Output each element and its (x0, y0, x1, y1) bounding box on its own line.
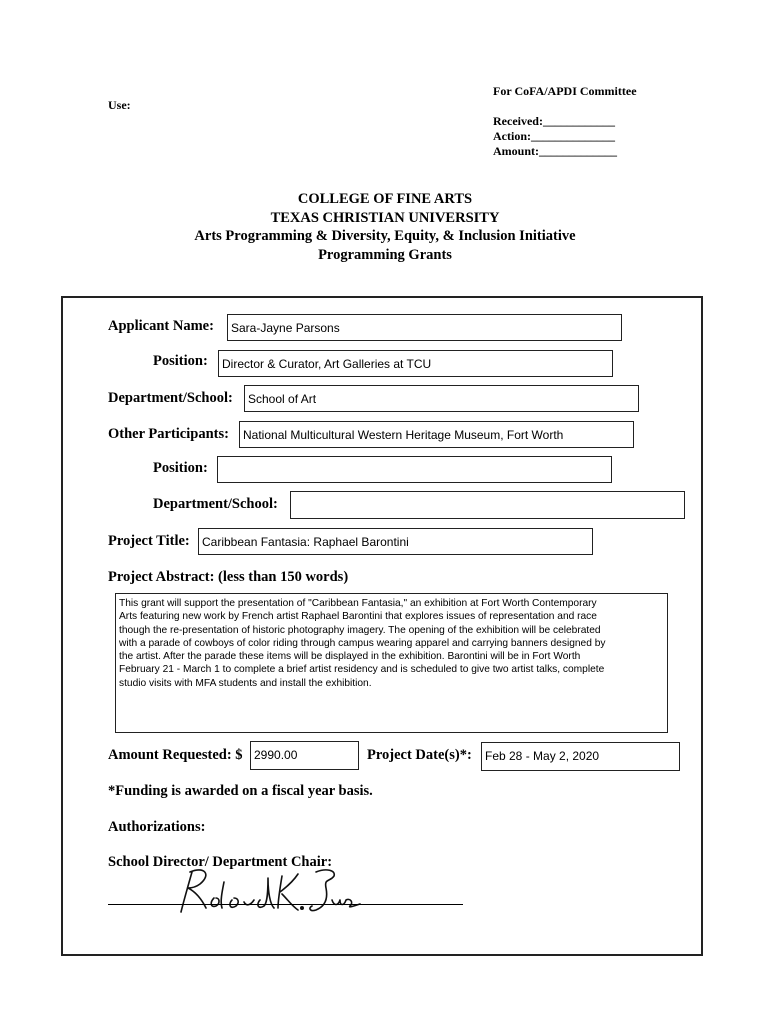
abstract-line: with a parade of cowboys of color riding through campus wearing apparel and carrying banners designed by (119, 637, 606, 649)
other-participants-field[interactable]: National Multicultural Western Heritage Museum, Fort Worth (239, 421, 634, 448)
funding-note: *Funding is awarded on a fiscal year basis. (108, 783, 373, 799)
position2-label: Position: (153, 460, 208, 476)
signature-line (108, 904, 463, 905)
project-dates-label: Project Date(s)*: (367, 747, 472, 763)
other-participants-label: Other Participants: (108, 426, 229, 442)
abstract-line: though the re-presentation of historic photography imagery. The opening of the exhibition will be celebrated (119, 624, 601, 636)
committee-heading: For CoFA/APDI Committee (493, 84, 637, 98)
director-label: School Director/ Department Chair: (108, 854, 333, 870)
department2-label: Department/School: (153, 496, 278, 512)
amount-requested-label: Amount Requested: $ (108, 747, 243, 763)
grant-name: Programming Grants (318, 246, 452, 263)
amount-requested-field[interactable]: 2990.00 (250, 741, 359, 770)
applicant-name-field[interactable]: Sara-Jayne Parsons (227, 314, 622, 341)
received-line: Received:____________ (493, 114, 615, 128)
authorizations-label: Authorizations: (108, 819, 206, 835)
project-dates-field[interactable]: Feb 28 - May 2, 2020 (481, 742, 680, 771)
document-header (0, 190, 770, 264)
project-title-field[interactable]: Caribbean Fantasia: Raphael Barontini (198, 528, 593, 555)
university-name: TEXAS CHRISTIAN UNIVERSITY (270, 209, 500, 226)
project-title-label: Project Title: (108, 533, 190, 549)
college-name: COLLEGE OF FINE ARTS (297, 191, 473, 207)
action-line: Action:______________ (493, 129, 615, 143)
department-label: Department/School: (108, 390, 233, 406)
applicant-name-label: Applicant Name: (108, 318, 214, 334)
position-field[interactable]: Director & Curator, Art Galleries at TCU (218, 350, 613, 377)
department2-field[interactable] (290, 491, 685, 519)
abstract-line: studio visits with MFA students and install the exhibition. (119, 677, 372, 689)
department-field[interactable]: School of Art (244, 385, 639, 412)
amount-line: Amount:_____________ (493, 144, 618, 158)
abstract-line: This grant will support the presentation of "Caribbean Fantasia," an exhibition at Fort Worth Contemporary (119, 598, 597, 609)
abstract-line: the artist. After the parade these items will be displayed in the exhibition. Barontini will be in Fort Worth (119, 651, 581, 663)
position-label: Position: (153, 353, 208, 369)
abstract-line: Arts featuring new work by French artist Raphael Barontini that explores issues of representation and race (119, 611, 597, 623)
committee-use-label: Use: (108, 98, 131, 112)
abstract-line: February 21 - March 1 to complete a brief artist residency and is scheduled to give two artist talks, complete (119, 664, 605, 676)
initiative-name: Arts Programming & Diversity, Equity, & Inclusion Initiative (194, 228, 576, 244)
abstract-field[interactable] (115, 593, 668, 733)
abstract-label: Project Abstract: (less than 150 words) (108, 569, 349, 585)
signature-image (170, 858, 370, 918)
position2-field[interactable] (217, 456, 612, 483)
